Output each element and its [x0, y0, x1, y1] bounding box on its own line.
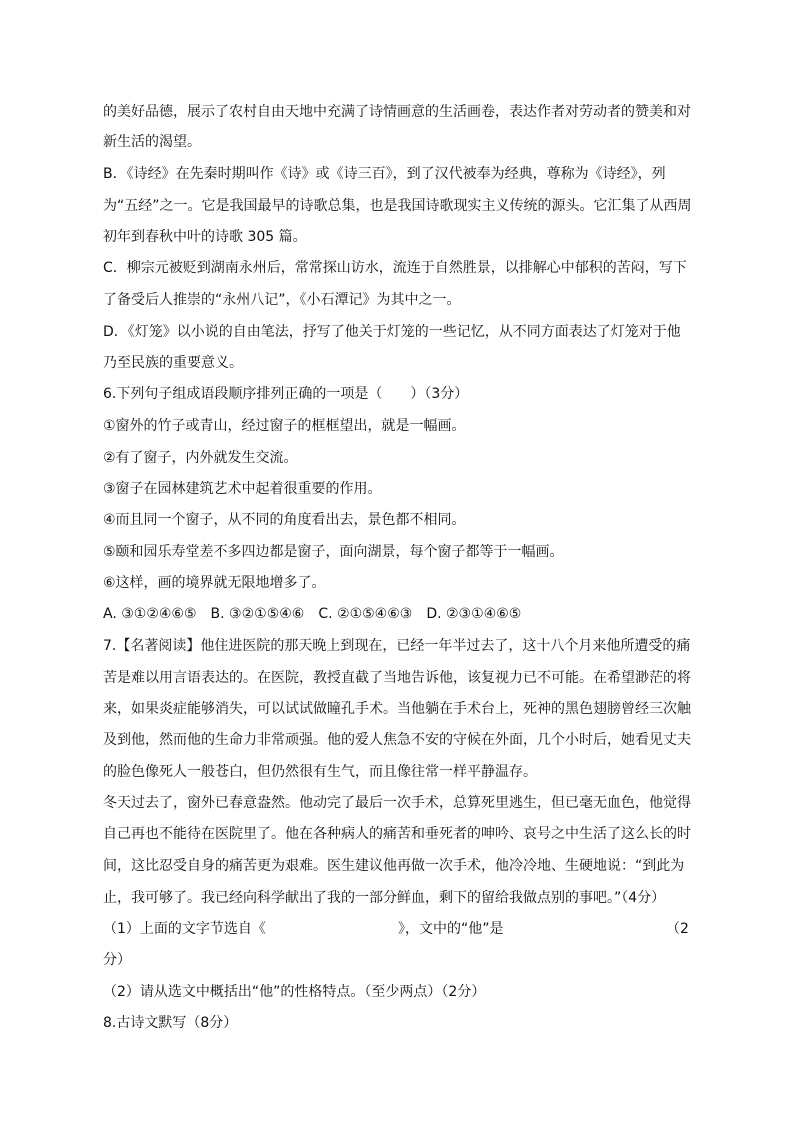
- sentence-4: ④而且同一个窗子，从不同的角度看出去，景色都不相同。: [103, 512, 466, 528]
- text-line: 为“五经”之一。它是我国最早的诗歌总集，也是我国诗歌现实主义传统的源头。它汇集了从西周: [103, 198, 692, 214]
- sentence-6: ⑥这样，画的境界就无限地增多了。: [103, 575, 326, 591]
- text-line: C．柳宗元被贬到湖南永州后，常常探山访水，流连于自然胜景，以排解心中郁积的苦闷，写下: [103, 260, 687, 276]
- sentence-3: ③窗子在园林建筑艺术中起着很重要的作用。: [103, 481, 382, 497]
- question-7-1: （1）上面的文字节选自《: [103, 921, 266, 937]
- sentence-5: ⑤颐和园乐寿堂差不多四边都是窗子，面向湖景，每个窗子都等于一幅画。: [103, 544, 564, 560]
- sentence-1: ①窗外的竹子或青山，经过窗子的框框望出，就是一幅画。: [103, 418, 466, 434]
- text-line: 了备受后人推崇的“永州八记”，《小石潭记》为其中之一。: [103, 292, 461, 308]
- text-line: 初年到春秋中叶的诗歌 305 篇。: [103, 229, 307, 245]
- question-8-title: 8.古诗文默写（8分）: [103, 1015, 238, 1031]
- text-line: 间，这比忍受自身的痛苦更为艰难。医生建议他再做一次手术，他冷冷地、生硬地说：“到此为: [103, 858, 685, 874]
- text-line: 苦是难以用言语表达的。在医院，教授直截了当地告诉他，该复视力已不可能。在希望渺茫的将: [103, 670, 691, 686]
- text-line: 新生活的渴望。: [103, 134, 201, 150]
- text-line: 的脸色像死人一般苍白，但仍然很有生气，而且像往常一样平静温存。: [103, 764, 537, 780]
- text-line: D．《灯笼》以小说的自由笔法，抒写了他关于灯笼的一些记忆，从不同方面表达了灯笼对于他: [103, 324, 681, 340]
- text-line: 乃至民族的重要意义。: [103, 355, 243, 371]
- question-7-1-middle: 》，文中的“他”是: [398, 921, 504, 937]
- text-line: 自己再也不能待在医院里了。他在各种病人的痛苦和垂死者的呻吟、哀号之中生活了这么长的时: [103, 826, 691, 842]
- question-6-options: A. ③①②④⑥⑤ B. ③②①⑤④⑥ C. ②①⑤④⑥③ D. ②③①④⑥⑤: [103, 606, 522, 622]
- text-line: 止，我可够了。我已经向科学献出了我的一部分鲜血，剩下的留给我做点别的事吧。”（4分）: [103, 890, 666, 906]
- question-7-1-score-end: 分）: [103, 952, 131, 968]
- question-6-stem: 6.下列句子组成语段顺序排列正确的一项是（ ）（3分）: [103, 386, 469, 402]
- text-line: 冬天过去了，窗外已春意盎然。他动完了最后一次手术，总算死里逃生，但已毫无血色，他觉得: [103, 795, 691, 811]
- text-line: 及到他，然而他的生命力非常顽强。他的爱人焦急不安的守候在外面，几个小时后，她看见丈夫: [103, 732, 691, 748]
- sentence-2: ②有了窗子，内外就发生交流。: [103, 450, 298, 466]
- text-line: B．《诗经》在先秦时期叫作《诗》或《诗三百》，到了汉代被奉为经典，尊称为《诗经》，列: [103, 166, 666, 182]
- text-line: 来，如果炎症能够消失，可以试试做瞳孔手术。当他躺在手术台上，死神的黑色翅膀曾经三次触: [103, 701, 691, 717]
- question-7-1-score: （2: [666, 921, 689, 937]
- question-7-2: （2）请从选文中概括出“他”的性格特点。（至少两点）（2分）: [103, 984, 486, 1000]
- question-7-passage: 7.【名著阅读】他住进医院的那天晚上到现在，已经一年半过去了，这十八个月来他所遭受的痛: [103, 638, 691, 654]
- text-line: 的美好品德，展示了农村自由天地中充满了诗情画意的生活画卷，表达作者对劳动者的赞美和对: [103, 104, 691, 120]
